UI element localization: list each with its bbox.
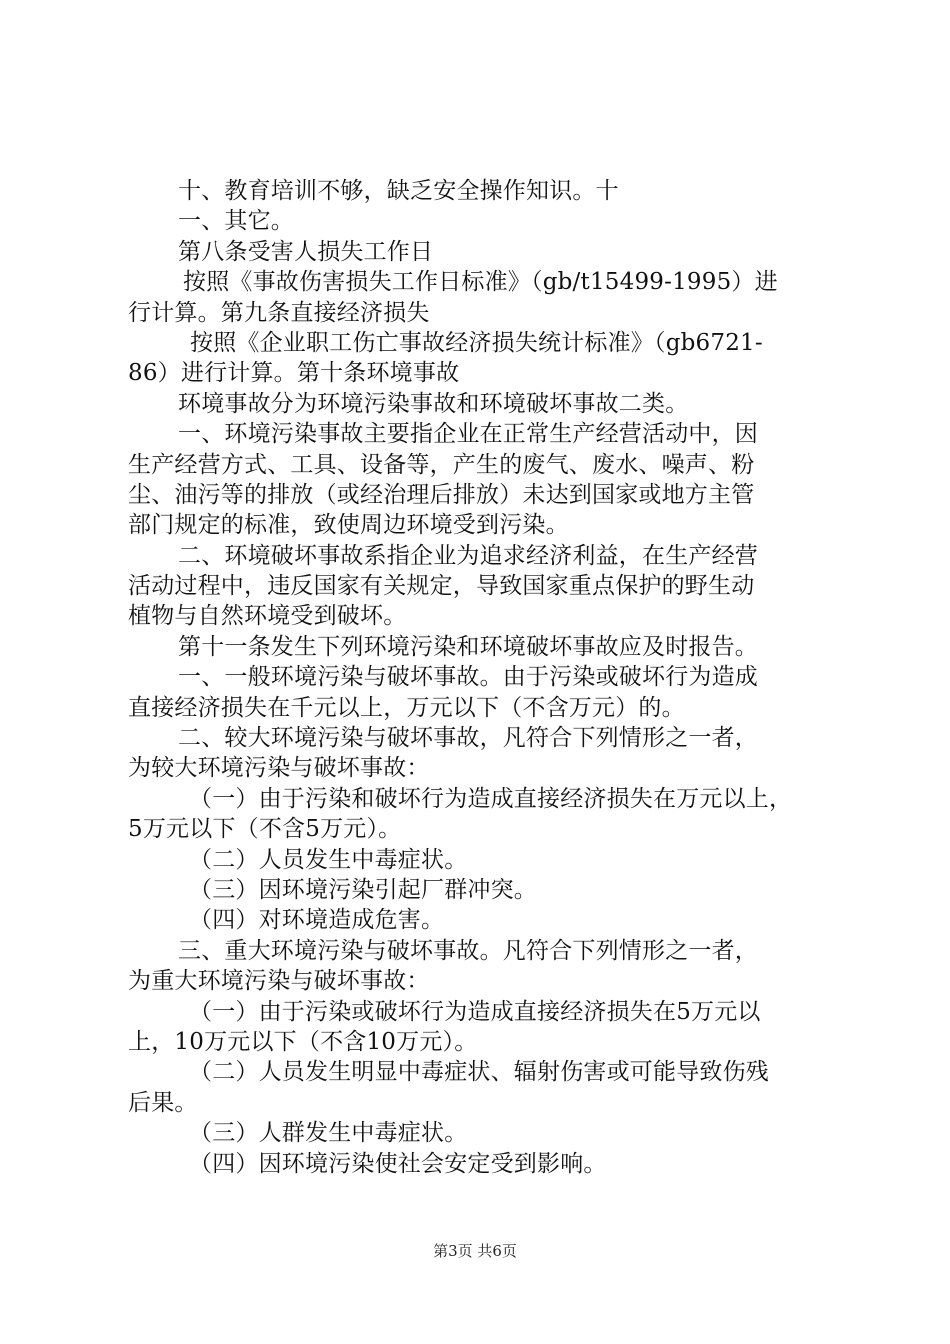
text-line: （三）因环境污染引起厂群冲突。 <box>189 876 537 903</box>
text-line: 上，10万元以下（不含10万元）。 <box>128 1028 478 1055</box>
text-line: （三）人群发生中毒症状。 <box>189 1120 468 1147</box>
text-line: 生产经营方式、工具、设备等，产生的废气、废水、噪声、粉 <box>128 451 755 478</box>
text-line: 活动过程中，违反国家有关规定，导致国家重点保护的野生动 <box>128 573 755 600</box>
text-line: （一）由于污染或破坏行为造成直接经济损失在5万元以 <box>189 998 761 1025</box>
text-line: 86）进行计算。第十条环境事故 <box>128 360 460 387</box>
page-footer: 第3页 共6页 <box>433 1242 517 1260</box>
text-line: 二、较大环境污染与破坏事故，凡符合下列情形之一者， <box>178 725 758 752</box>
text-line: 行计算。第九条直接经济损失 <box>128 299 430 326</box>
text-line: （二）人员发生明显中毒症状、辐射伤害或可能导致伤残 <box>189 1059 769 1086</box>
text-line: 环境事故分为环境污染事故和环境破坏事故二类。 <box>178 390 689 417</box>
text-line: 三、重大环境污染与破坏事故。凡符合下列情形之一者， <box>178 937 758 964</box>
text-line: （四）因环境污染使社会安定受到影响。 <box>189 1150 607 1177</box>
text-line: 二、环境破坏事故系指企业为追求经济利益，在生产经营 <box>178 542 758 569</box>
text-line: （一）由于污染和破坏行为造成直接经济损失在万元以上， <box>189 785 793 812</box>
text-line: 一、环境污染事故主要指企业在正常生产经营活动中，因 <box>178 421 758 448</box>
text-line: 尘、油污等的排放（或经治理后排放）未达到国家或地方主管 <box>128 481 755 508</box>
text-line: 按照《企业职工伤亡事故经济损失统计标准》（gb6721- <box>190 329 763 356</box>
text-line: 一、其它。 <box>178 208 294 235</box>
text-line: 为重大环境污染与破坏事故： <box>128 968 430 995</box>
text-line: 5万元以下（不含5万元）。 <box>128 816 402 843</box>
text-line: 后果。 <box>128 1089 198 1116</box>
text-line: 按照《事故伤害损失工作日标准》（gb/t15499-1995）进 <box>183 269 778 296</box>
text-line: 第八条受害人损失工作日 <box>178 238 434 265</box>
text-line: 植物与自然环境受到破坏。 <box>128 603 407 630</box>
text-line: 一、一般环境污染与破坏事故。由于污染或破坏行为造成 <box>178 664 758 691</box>
text-line: （四）对环境造成危害。 <box>189 907 445 934</box>
text-line: 部门规定的标准，致使周边环境受到污染。 <box>128 512 569 539</box>
text-line: 第十一条发生下列环境污染和环境破坏事故应及时报告。 <box>178 633 758 660</box>
text-line: 为较大环境污染与破坏事故： <box>128 755 430 782</box>
document-body <box>128 176 840 1179</box>
text-line: 直接经济损失在千元以上，万元以下（不含万元）的。 <box>128 694 685 721</box>
text-line: 十、教育培训不够，缺乏安全操作知识。十 <box>178 178 619 204</box>
text-line: （二）人员发生中毒症状。 <box>189 846 468 873</box>
